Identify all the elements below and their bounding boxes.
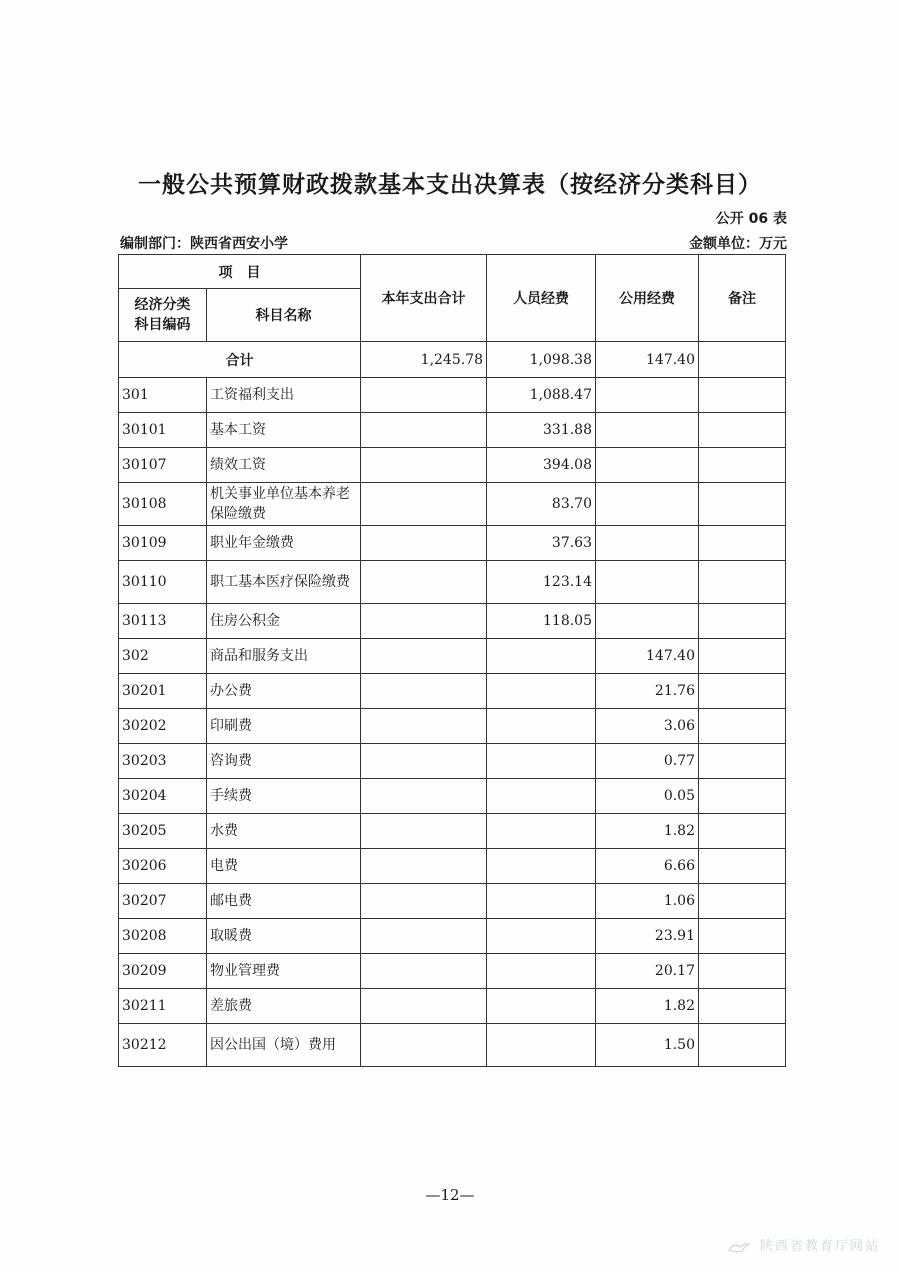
table-row <box>119 744 786 779</box>
total-label: 合计 <box>119 342 361 378</box>
row-note <box>699 814 786 849</box>
row-note <box>699 448 786 483</box>
row-note <box>699 1024 786 1067</box>
page-number: —12— <box>425 1186 475 1204</box>
row-total <box>361 919 487 954</box>
row-total <box>361 989 487 1024</box>
table-row <box>119 954 786 989</box>
row-note <box>699 954 786 989</box>
row-public <box>596 526 699 561</box>
row-total <box>361 849 487 884</box>
row-note <box>699 526 786 561</box>
row-public: 0.05 <box>596 779 699 814</box>
row-name: 工资福利支出 <box>207 378 361 413</box>
row-personnel: 37.63 <box>487 526 596 561</box>
row-name: 职工基本医疗保险缴费 <box>207 561 361 604</box>
row-public <box>596 413 699 448</box>
row-personnel <box>487 744 596 779</box>
row-name: 绩效工资 <box>207 448 361 483</box>
header-item: 项 目 <box>119 255 361 289</box>
row-name: 印刷费 <box>207 709 361 744</box>
table-row <box>119 919 786 954</box>
header-code-line1: 经济分类 <box>134 297 191 313</box>
row-public: 6.66 <box>596 849 699 884</box>
table-row <box>119 561 786 604</box>
row-name: 差旅费 <box>207 989 361 1024</box>
row-personnel <box>487 884 596 919</box>
row-note <box>699 639 786 674</box>
row-public: 1.06 <box>596 884 699 919</box>
row-total <box>361 954 487 989</box>
total-row <box>119 342 786 378</box>
row-public: 23.91 <box>596 919 699 954</box>
row-code: 30108 <box>119 483 207 526</box>
row-note <box>699 779 786 814</box>
row-public: 3.06 <box>596 709 699 744</box>
expenditure-table <box>118 254 786 1067</box>
row-code: 30203 <box>119 744 207 779</box>
row-name: 邮电费 <box>207 884 361 919</box>
row-personnel <box>487 779 596 814</box>
row-code: 30207 <box>119 884 207 919</box>
row-public <box>596 604 699 639</box>
site-watermark <box>728 1235 880 1254</box>
row-total <box>361 814 487 849</box>
total-total: 1,245.78 <box>361 342 487 378</box>
row-total <box>361 674 487 709</box>
row-public: 0.77 <box>596 744 699 779</box>
row-personnel <box>487 674 596 709</box>
row-personnel <box>487 709 596 744</box>
row-name: 电费 <box>207 849 361 884</box>
row-public <box>596 561 699 604</box>
total-note <box>699 342 786 378</box>
row-code: 30204 <box>119 779 207 814</box>
row-name: 手续费 <box>207 779 361 814</box>
row-public: 1.50 <box>596 1024 699 1067</box>
table-row <box>119 604 786 639</box>
row-code: 302 <box>119 639 207 674</box>
row-code: 30209 <box>119 954 207 989</box>
row-public <box>596 378 699 413</box>
row-note <box>699 483 786 526</box>
row-personnel: 1,088.47 <box>487 378 596 413</box>
row-personnel <box>487 919 596 954</box>
row-personnel <box>487 639 596 674</box>
page-title: 一般公共预算财政拨款基本支出决算表（按经济分类科目） <box>138 172 762 198</box>
row-name: 住房公积金 <box>207 604 361 639</box>
table-row <box>119 526 786 561</box>
row-public: 1.82 <box>596 814 699 849</box>
row-name: 职业年金缴费 <box>207 526 361 561</box>
row-name: 咨询费 <box>207 744 361 779</box>
row-total <box>361 639 487 674</box>
row-name: 水费 <box>207 814 361 849</box>
row-name: 基本工资 <box>207 413 361 448</box>
total-personnel: 1,098.38 <box>487 342 596 378</box>
row-name: 商品和服务支出 <box>207 639 361 674</box>
header-name: 科目名称 <box>207 289 361 342</box>
row-note <box>699 604 786 639</box>
row-personnel <box>487 1024 596 1067</box>
row-personnel <box>487 954 596 989</box>
table-row <box>119 483 786 526</box>
table-row <box>119 884 786 919</box>
row-note <box>699 744 786 779</box>
table-row <box>119 674 786 709</box>
row-personnel <box>487 814 596 849</box>
row-total <box>361 526 487 561</box>
row-note <box>699 919 786 954</box>
header-total: 本年支出合计 <box>361 255 487 342</box>
row-personnel: 123.14 <box>487 561 596 604</box>
row-note <box>699 849 786 884</box>
row-note <box>699 561 786 604</box>
row-code: 301 <box>119 378 207 413</box>
header-note: 备注 <box>699 255 786 342</box>
row-public <box>596 483 699 526</box>
table-row <box>119 448 786 483</box>
row-personnel <box>487 989 596 1024</box>
row-code: 30202 <box>119 709 207 744</box>
table-row <box>119 849 786 884</box>
row-total <box>361 378 487 413</box>
watermark-text: 陕西省教育厅网站 <box>759 1239 880 1254</box>
row-total <box>361 604 487 639</box>
row-name: 物业管理费 <box>207 954 361 989</box>
table-row <box>119 639 786 674</box>
row-personnel: 83.70 <box>487 483 596 526</box>
row-personnel: 118.05 <box>487 604 596 639</box>
row-name: 机关事业单位基本养老保险缴费 <box>207 483 361 526</box>
row-code: 30113 <box>119 604 207 639</box>
row-code: 30101 <box>119 413 207 448</box>
row-note <box>699 709 786 744</box>
row-note <box>699 884 786 919</box>
row-code: 30208 <box>119 919 207 954</box>
row-name: 办公费 <box>207 674 361 709</box>
row-note <box>699 378 786 413</box>
row-public: 20.17 <box>596 954 699 989</box>
row-total <box>361 779 487 814</box>
amount-unit: 金额单位：万元 <box>689 236 787 252</box>
row-name: 取暖费 <box>207 919 361 954</box>
table-row <box>119 413 786 448</box>
header-public: 公用经费 <box>596 255 699 342</box>
table-row <box>119 814 786 849</box>
row-public: 1.82 <box>596 989 699 1024</box>
row-note <box>699 674 786 709</box>
row-total <box>361 884 487 919</box>
table-row <box>119 709 786 744</box>
bird-logo-icon <box>728 1240 750 1254</box>
row-personnel <box>487 849 596 884</box>
table-row <box>119 378 786 413</box>
row-code: 30110 <box>119 561 207 604</box>
row-note <box>699 989 786 1024</box>
row-public <box>596 448 699 483</box>
row-total <box>361 448 487 483</box>
row-total <box>361 1024 487 1067</box>
row-total <box>361 561 487 604</box>
total-public: 147.40 <box>596 342 699 378</box>
table-row <box>119 989 786 1024</box>
row-code: 30107 <box>119 448 207 483</box>
table-row <box>119 779 786 814</box>
row-note <box>699 413 786 448</box>
row-total <box>361 413 487 448</box>
row-personnel: 331.88 <box>487 413 596 448</box>
row-code: 30201 <box>119 674 207 709</box>
row-code: 30211 <box>119 989 207 1024</box>
row-code: 30205 <box>119 814 207 849</box>
row-code: 30206 <box>119 849 207 884</box>
table-row <box>119 1024 786 1067</box>
header-personnel: 人员经费 <box>487 255 596 342</box>
row-total <box>361 744 487 779</box>
row-public: 147.40 <box>596 639 699 674</box>
row-total <box>361 483 487 526</box>
row-total <box>361 709 487 744</box>
row-code: 30212 <box>119 1024 207 1067</box>
row-personnel: 394.08 <box>487 448 596 483</box>
row-code: 30109 <box>119 526 207 561</box>
compiling-department: 编制部门：陕西省西安小学 <box>120 236 288 252</box>
row-name: 因公出国（境）费用 <box>207 1024 361 1067</box>
header-code <box>119 289 207 342</box>
form-number: 公开 06 表 <box>715 211 787 227</box>
header-code-line2: 科目编码 <box>134 317 191 333</box>
row-public: 21.76 <box>596 674 699 709</box>
